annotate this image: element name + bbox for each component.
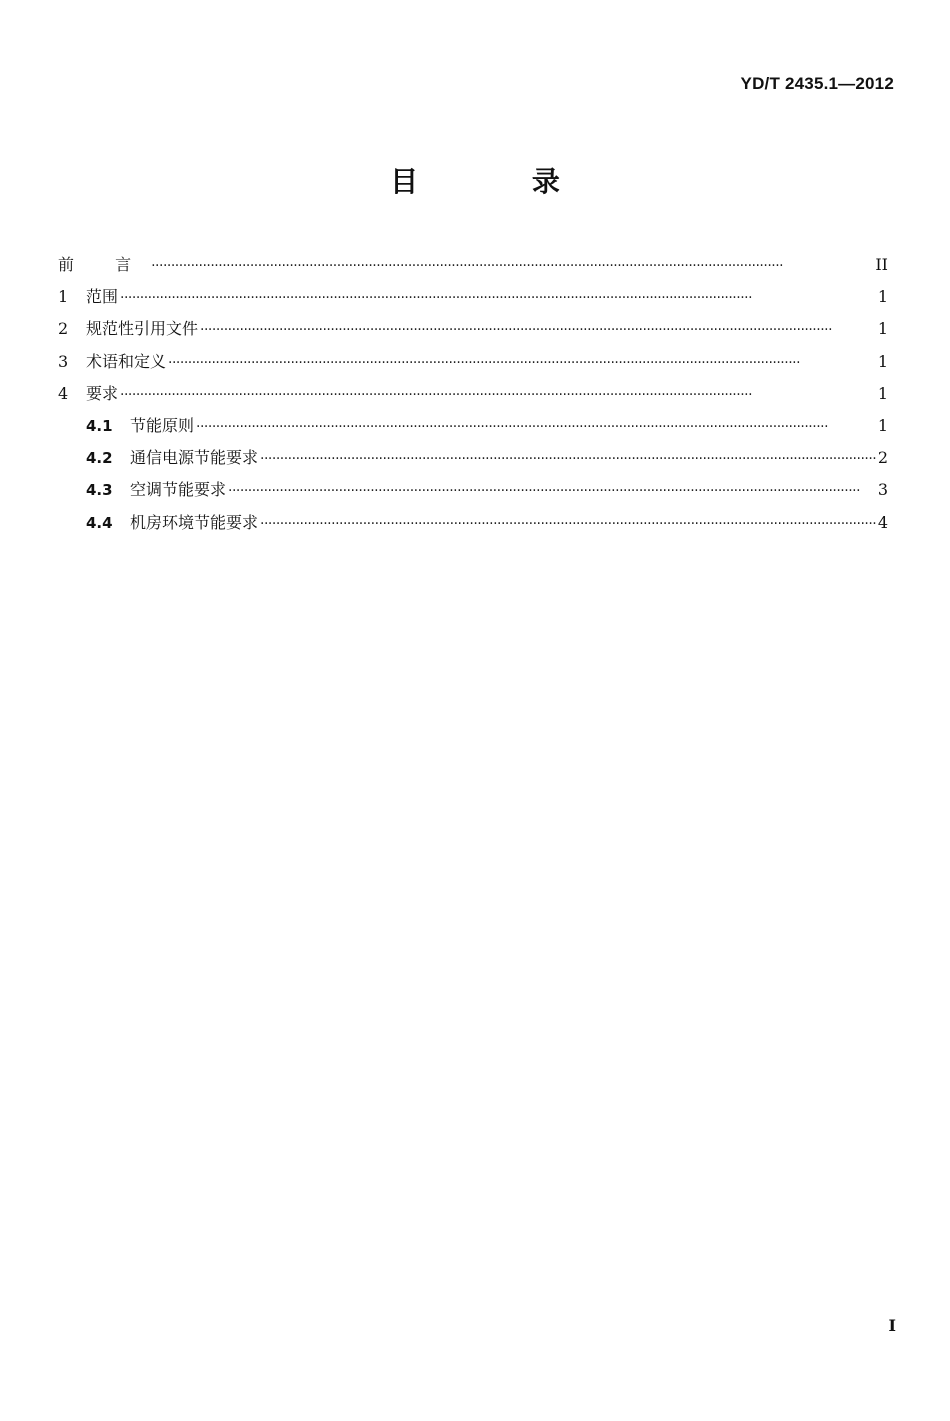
toc-entry-label: 节能原则 xyxy=(130,415,195,435)
toc-entry-page: 3 xyxy=(877,480,888,500)
toc-leader-dots xyxy=(168,355,876,371)
toc-entry-label: 术语和定义 xyxy=(86,351,167,371)
toc-entry-page: II xyxy=(875,255,888,274)
standard-code: YD/T 2435.1—2012 xyxy=(740,74,894,93)
toc-leader-dots xyxy=(196,419,876,435)
toc-leader-dots xyxy=(260,451,876,467)
toc-leader-dots xyxy=(200,322,876,338)
table-of-contents xyxy=(58,252,888,542)
toc-entry-foreword[interactable] xyxy=(58,252,888,284)
toc-entry-1[interactable] xyxy=(58,284,888,316)
toc-leader-dots xyxy=(228,483,876,499)
toc-entry-number: 4 xyxy=(58,383,69,403)
toc-entry-label: 前 言 xyxy=(58,255,150,274)
toc-entry-page: 1 xyxy=(877,415,888,435)
toc-leader-dots xyxy=(151,258,873,274)
toc-entry-label: 机房环境节能要求 xyxy=(130,512,259,532)
toc-entry-number: 4.3 xyxy=(86,481,113,500)
toc-entry-number: 3 xyxy=(58,351,69,371)
toc-entry-number: 4.2 xyxy=(86,449,113,468)
toc-entry-label: 空调节能要求 xyxy=(130,480,227,500)
toc-entry-number: 2 xyxy=(58,319,69,339)
toc-entry-4-1[interactable] xyxy=(58,413,888,445)
toc-entry-4-2[interactable] xyxy=(58,445,888,477)
toc-entry-3[interactable] xyxy=(58,349,888,381)
toc-entry-4-3[interactable] xyxy=(58,477,888,509)
toc-entry-number: 4.4 xyxy=(86,513,113,532)
toc-leader-dots xyxy=(120,387,876,403)
page-number: I xyxy=(888,1316,896,1335)
toc-entry-number: 1 xyxy=(58,287,69,307)
toc-entry-number: 4.1 xyxy=(86,416,113,435)
toc-entry-page: 1 xyxy=(877,319,888,339)
toc-entry-4-4[interactable] xyxy=(58,510,888,542)
toc-entry-label: 通信电源节能要求 xyxy=(130,448,259,468)
toc-entry-page: 1 xyxy=(877,287,888,307)
page-title: 目 录 xyxy=(390,165,612,198)
toc-entry-label: 范围 xyxy=(86,287,119,307)
toc-leader-dots xyxy=(260,516,876,532)
toc-entry-2[interactable] xyxy=(58,316,888,348)
toc-leader-dots xyxy=(120,290,876,306)
toc-entry-page: 1 xyxy=(877,351,888,371)
toc-entry-label: 规范性引用文件 xyxy=(86,319,199,339)
toc-entry-4[interactable] xyxy=(58,381,888,413)
toc-entry-label: 要求 xyxy=(86,383,119,403)
toc-entry-page: 2 xyxy=(877,448,888,468)
toc-entry-page: 4 xyxy=(877,512,888,532)
toc-entry-page: 1 xyxy=(877,383,888,403)
